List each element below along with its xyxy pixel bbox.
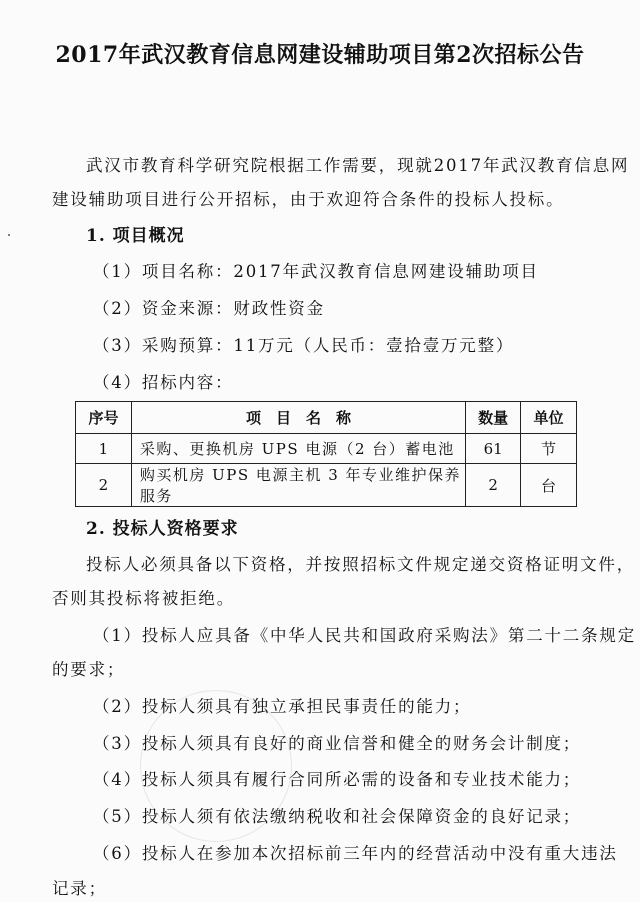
intro-line-2: 建设辅助项目进行公开招标，由于欢迎符合条件的投标人投标。 xyxy=(52,190,565,209)
section-2-intro-line-1: 投标人必须具备以下资格，并按照招标文件规定递交资格证明文件， xyxy=(86,555,635,574)
table-row xyxy=(76,464,577,507)
cell-item-name: 采购、更换机房 UPS 电源（2 台）蓄电池 xyxy=(131,434,465,464)
section-2-item-2: （2）投标人须具有独立承担民事责任的能力； xyxy=(93,697,472,716)
section-2-heading: 2. 投标人资格要求 xyxy=(86,519,239,539)
section-2-item-6-cont: 记录； xyxy=(52,879,107,898)
intro-line-1: 武汉市教育科学研究院根据工作需要，现就2017年武汉教育信息网 xyxy=(86,156,630,175)
section-2-item-4: （4）投标人须具有履行合同所必需的设备和专业技术能力； xyxy=(93,770,582,789)
header-unit: 单位 xyxy=(521,402,577,434)
section-1-heading: 1. 项目概况 xyxy=(86,226,185,246)
section-2-item-6: （6）投标人在参加本次招标前三年内的经营活动中没有重大违法 xyxy=(93,844,618,863)
header-quantity: 数量 xyxy=(466,402,521,434)
cell-unit: 节 xyxy=(521,434,577,464)
section-1-item-2: （2）资金来源：财政性资金 xyxy=(93,299,325,318)
table-row xyxy=(76,434,577,464)
section-2-item-5: （5）投标人须有依法缴纳税收和社会保障资金的良好记录； xyxy=(93,807,582,826)
section-2-item-1-cont: 的要求； xyxy=(52,660,126,679)
cell-unit: 台 xyxy=(521,464,577,507)
bid-items-table xyxy=(75,401,577,507)
cell-item-name: 购买机房 UPS 电源主机 3 年专业维护保养服务 xyxy=(131,464,465,507)
section-1-item-4: （4）招标内容： xyxy=(93,373,234,392)
cell-index: 1 xyxy=(76,434,132,464)
document-title: 2017年武汉教育信息网建设辅助项目第2次招标公告 xyxy=(55,42,585,68)
cell-quantity: 61 xyxy=(466,434,521,464)
cell-quantity: 2 xyxy=(466,464,521,507)
header-item-name: 项 目 名 称 xyxy=(131,402,465,434)
section-2-item-1: （1）投标人应具备《中华人民共和国政府采购法》第二十二条规定 xyxy=(93,626,636,645)
section-2-intro-line-2: 否则其投标将被拒绝。 xyxy=(52,589,235,608)
section-1-item-3: （3）采购预算：11万元（人民币：壹拾壹万元整） xyxy=(93,336,515,355)
section-1-item-1: （1）项目名称：2017年武汉教育信息网建设辅助项目 xyxy=(93,262,539,281)
header-index: 序号 xyxy=(76,402,132,434)
cell-index: 2 xyxy=(76,464,132,507)
section-2-item-3: （3）投标人须具有良好的商业信誉和健全的财务会计制度； xyxy=(93,734,582,753)
scan-speck xyxy=(8,234,10,236)
table-header-row xyxy=(76,402,577,434)
